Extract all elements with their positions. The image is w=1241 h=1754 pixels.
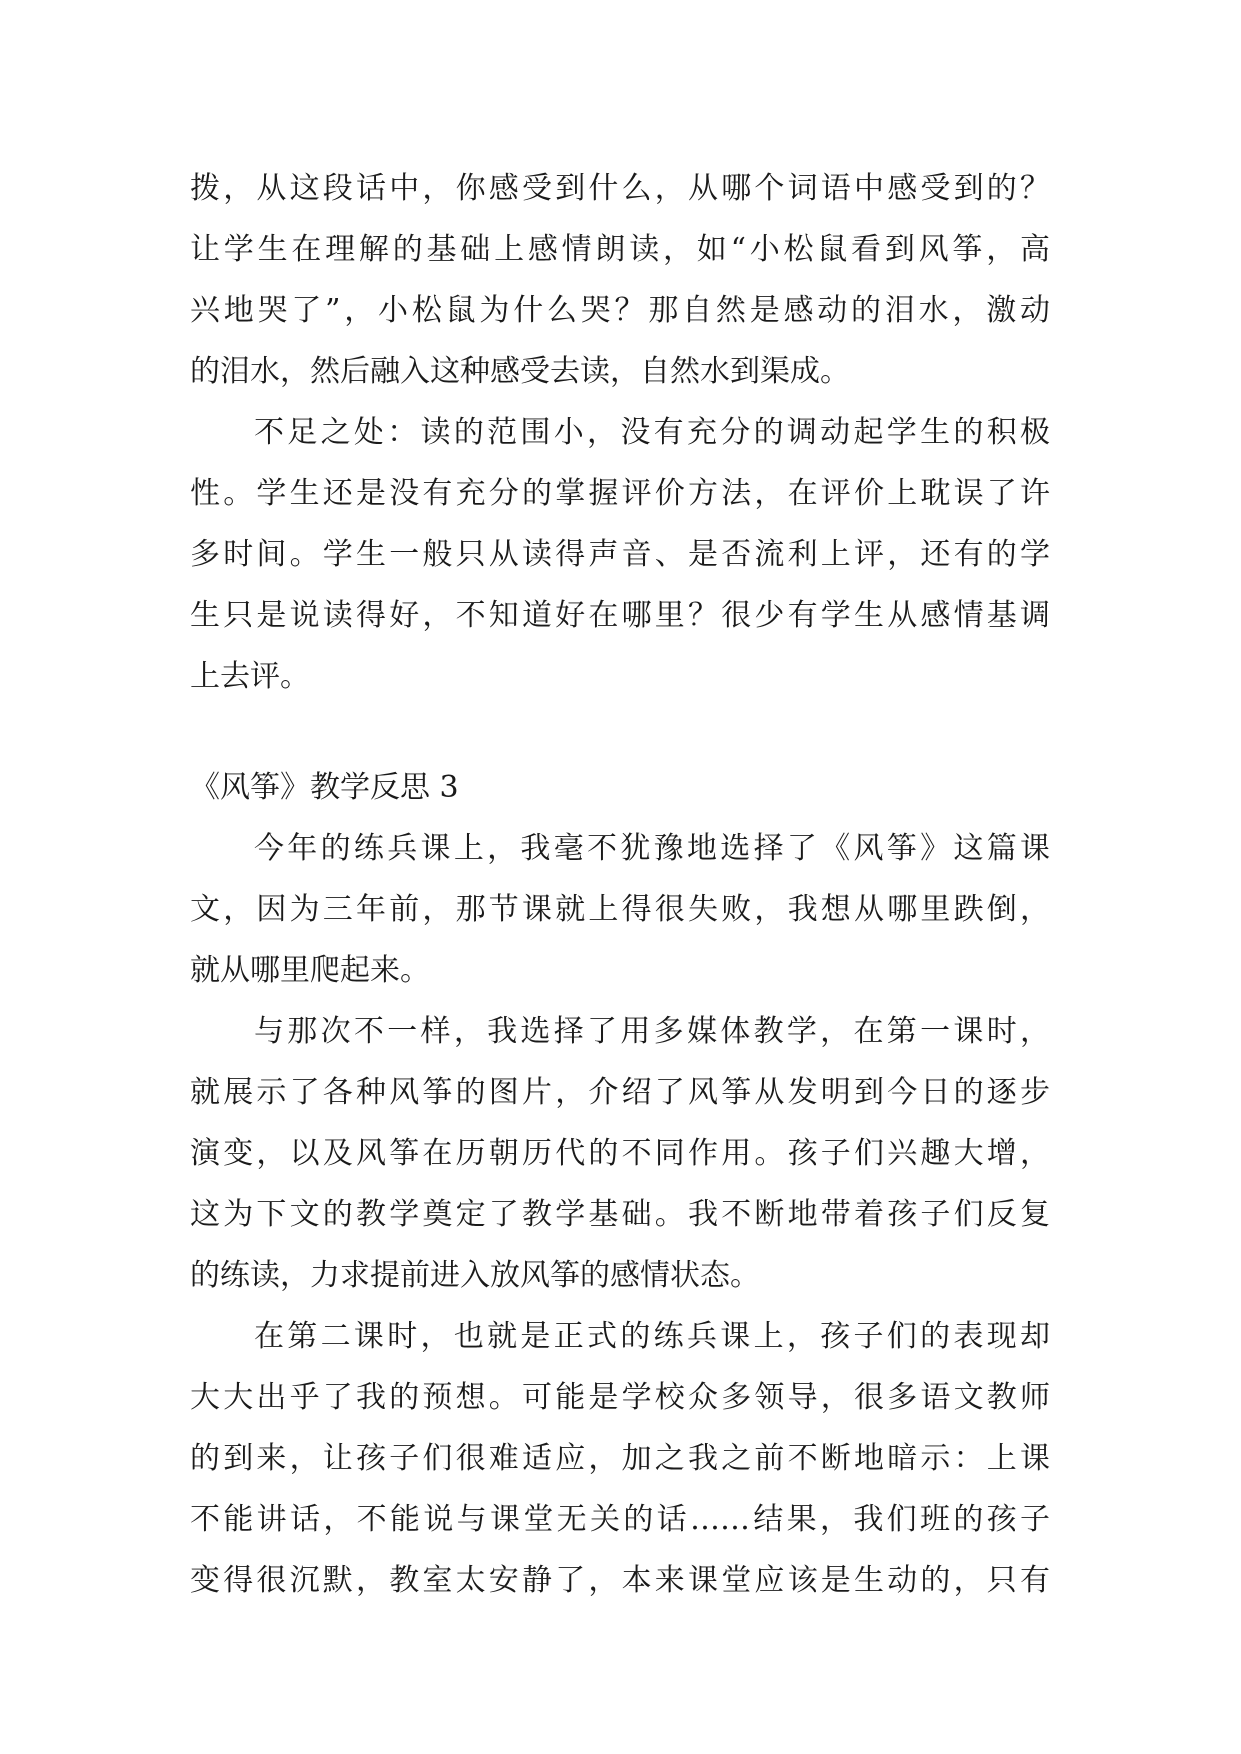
text-line: 文，因为三年前，那节课就上得很失败，我想从哪里跌倒，	[190, 892, 1050, 927]
paragraph-5	[190, 1306, 1050, 1611]
text-line: 上去评。	[190, 659, 310, 694]
text-line: 这为下文的教学奠定了教学基础。我不断地带着孩子们反复	[190, 1197, 1050, 1232]
text-line: 兴地哭了”，小松鼠为什么哭？那自然是感动的泪水，激动	[190, 293, 1050, 328]
text-line: 性。学生还是没有充分的掌握评价方法，在评价上耽误了许	[190, 476, 1050, 511]
text-line: 就从哪里爬起来。	[190, 953, 430, 988]
text-line: 与那次不一样，我选择了用多媒体教学，在第一课时，	[254, 1014, 1050, 1049]
text-line: 变得很沉默，教室太安静了，本来课堂应该是生动的，只有	[190, 1563, 1050, 1598]
text-line: 大大出乎了我的预想。可能是学校众多领导，很多语文教师	[190, 1380, 1050, 1415]
text-line: 的泪水，然后融入这种感受去读，自然水到渠成。	[190, 354, 850, 389]
text-line: 在第二课时，也就是正式的练兵课上，孩子们的表现却	[254, 1319, 1050, 1354]
text-line: 拨，从这段话中，你感受到什么，从哪个词语中感受到的？	[190, 171, 1050, 206]
text-line: 的练读，力求提前进入放风筝的感情状态。	[190, 1258, 760, 1293]
paragraph-2	[190, 402, 1050, 707]
text-line: 不能讲话，不能说与课堂无关的话……结果，我们班的孩子	[190, 1502, 1050, 1537]
text-line: 生只是说读得好，不知道好在哪里？很少有学生从感情基调	[190, 598, 1050, 633]
paragraph-1	[190, 158, 1050, 402]
text-line: 今年的练兵课上，我毫不犹豫地选择了《风筝》这篇课	[254, 831, 1050, 866]
text-line: 演变，以及风筝在历朝历代的不同作用。孩子们兴趣大增，	[190, 1136, 1050, 1171]
text-line: 让学生在理解的基础上感情朗读，如“小松鼠看到风筝，高	[190, 232, 1050, 267]
text-line: 不足之处：读的范围小，没有充分的调动起学生的积极	[254, 415, 1050, 450]
paragraph-3	[190, 818, 1050, 1001]
paragraph-4	[190, 1001, 1050, 1306]
section-heading: 《风筝》教学反思 3	[190, 770, 459, 805]
text-line: 就展示了各种风筝的图片，介绍了风筝从发明到今日的逐步	[190, 1075, 1050, 1110]
document-body	[190, 158, 1050, 1611]
text-line: 多时间。学生一般只从读得声音、是否流利上评，还有的学	[190, 537, 1050, 572]
text-line: 的到来，让孩子们很难适应，加之我之前不断地暗示：上课	[190, 1441, 1050, 1476]
